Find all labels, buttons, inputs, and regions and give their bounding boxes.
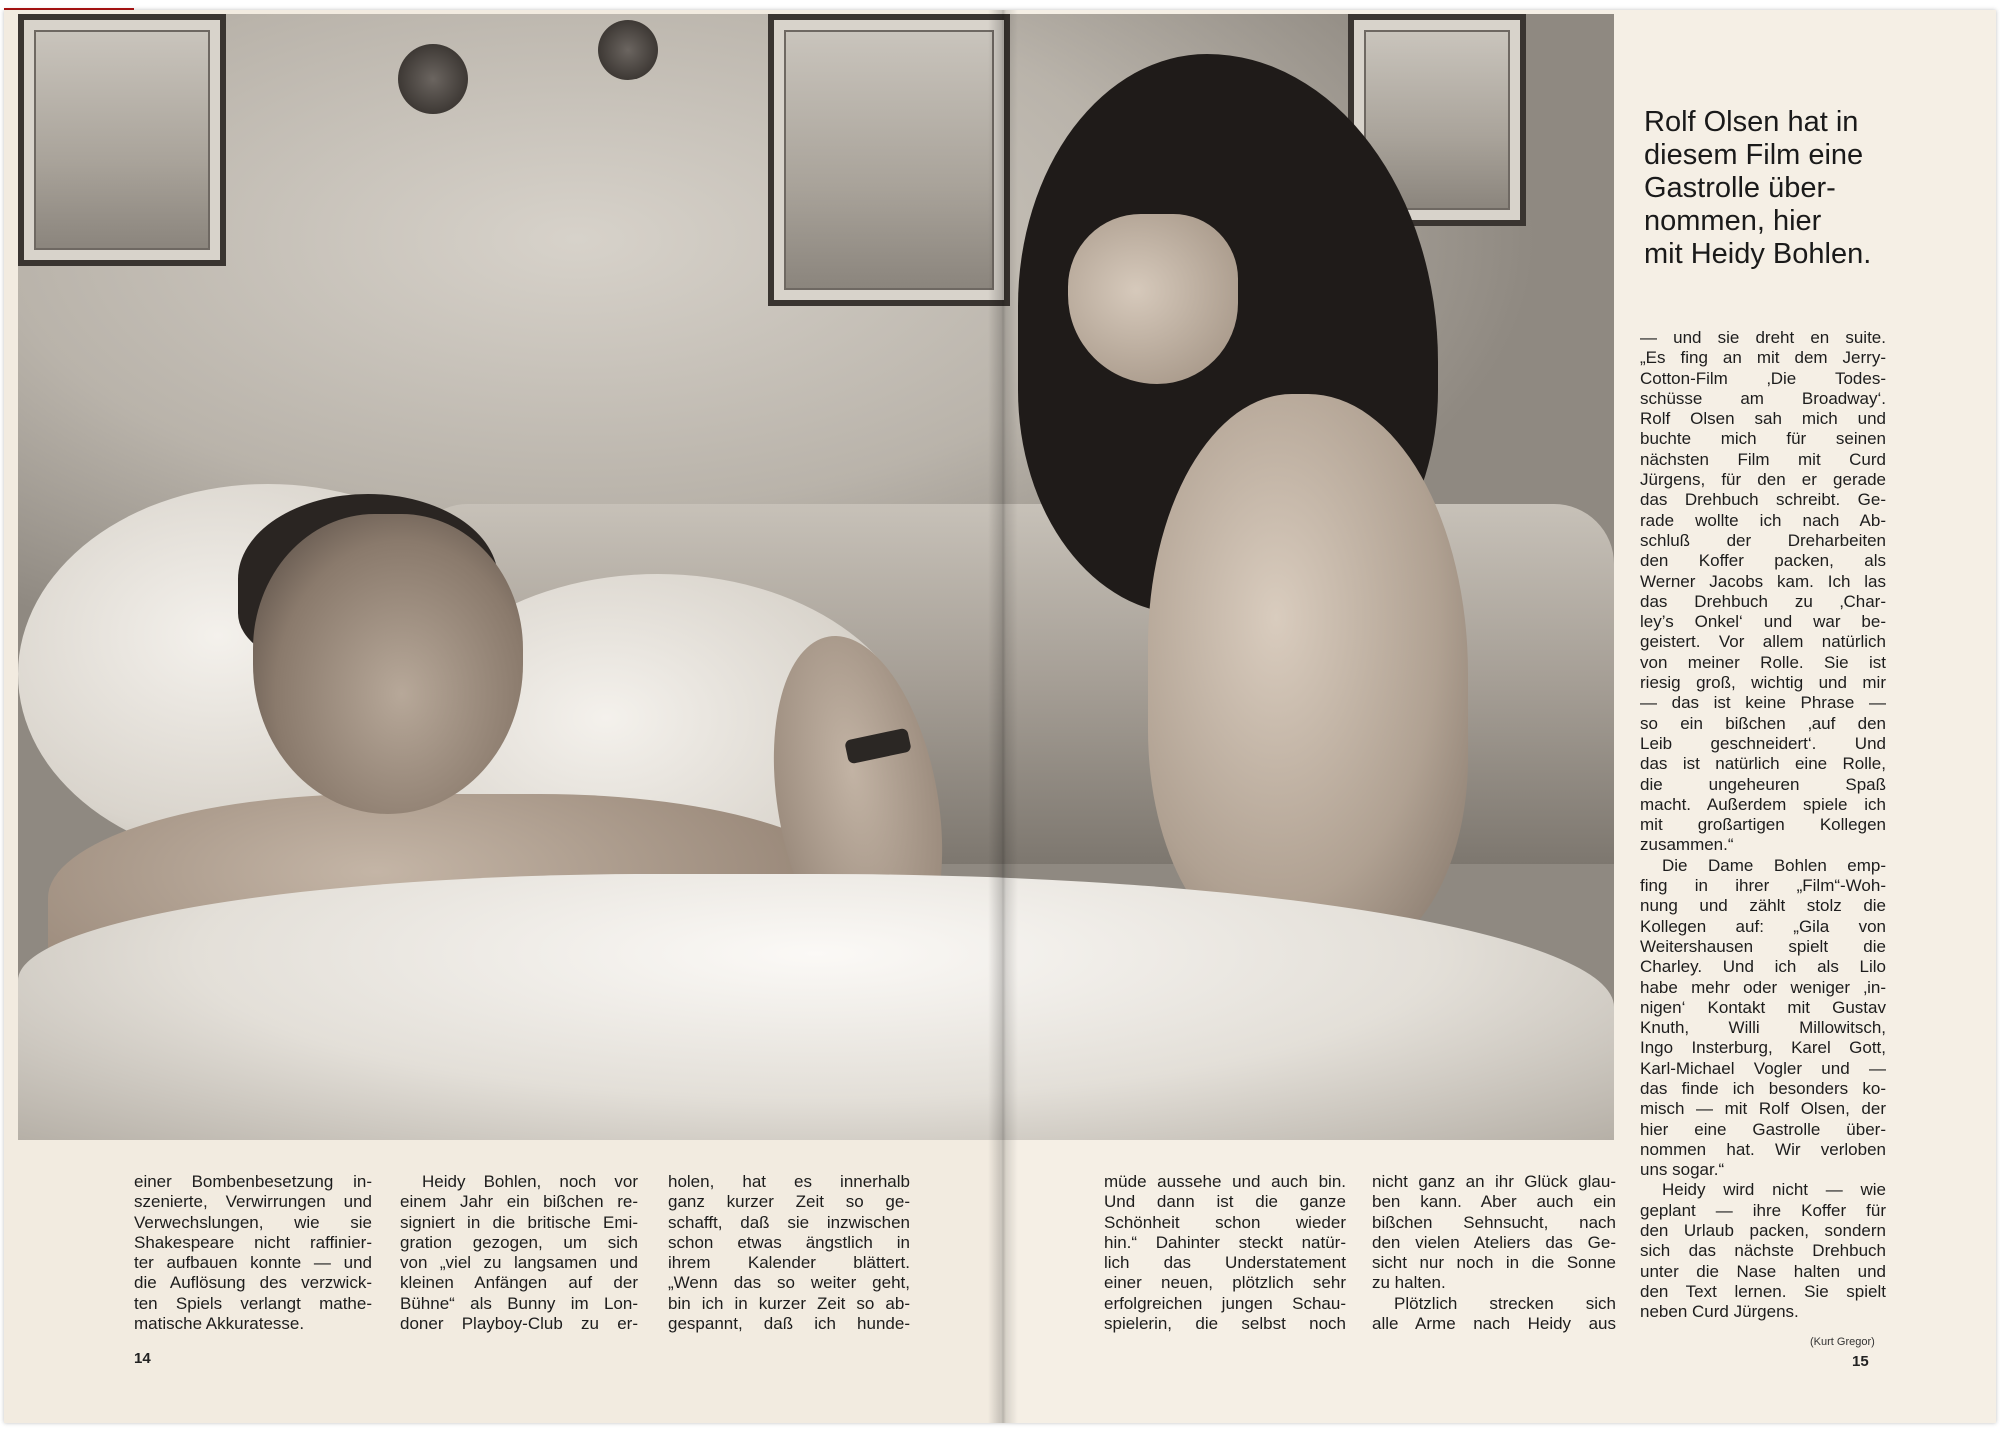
- text-line: nommen hat. Wir verloben: [1640, 1139, 1886, 1159]
- text-line: einer Bombenbesetzung in-: [134, 1172, 372, 1191]
- picture-frame-left: [18, 14, 226, 266]
- man-head: [253, 514, 523, 814]
- text-line: nigen‘ Kontakt mit Gustav: [1640, 997, 1886, 1017]
- text-line: Karl-Michael Vogler und —: [1640, 1058, 1886, 1078]
- text-line: das Drehbuch schreibt. Ge-: [1640, 490, 1886, 510]
- text-line: von „viel zu langsamen und: [400, 1253, 638, 1273]
- text-line: Ingo Insterburg, Karel Gott,: [1640, 1038, 1886, 1058]
- caption-line: nommen, hier: [1644, 205, 1822, 237]
- text-line: kleinen Anfängen auf der: [400, 1273, 638, 1293]
- text-line: gespannt, daß ich hunde-: [668, 1314, 910, 1334]
- text-line: Charley. Und ich als Lilo: [1640, 957, 1886, 977]
- text-line: mit großartigen Kollegen: [1640, 815, 1886, 835]
- right-text-column: [1640, 328, 1886, 1323]
- text-line: Weitershausen spielt die: [1640, 936, 1886, 956]
- text-line: den vielen Ateliers das Ge-: [1372, 1232, 1616, 1252]
- text-line: — das ist keine Phrase —: [1640, 693, 1886, 713]
- text-line: geistert. Vor allem natürlich: [1640, 632, 1886, 652]
- text-line: Werner Jacobs kam. Ich las: [1640, 571, 1886, 591]
- text-line: nung und zählt stolz die: [1640, 896, 1886, 916]
- photo-caption: [1644, 106, 1980, 271]
- text-line: einem Jahr ein bißchen re-: [400, 1192, 638, 1212]
- caption-line: diesem Film eine: [1644, 139, 1864, 171]
- caption-line: Gastrolle über-: [1644, 172, 1836, 204]
- text-line: das Drehbuch zu ‚Char-: [1640, 591, 1886, 611]
- text-line: die Auflösung des verzwick-: [134, 1273, 372, 1293]
- text-line: den Text lernen. Sie spielt: [1640, 1281, 1886, 1301]
- text-line: müde aussehe und auch bin.: [1104, 1172, 1346, 1191]
- text-column-4: [1104, 1172, 1346, 1334]
- wall-ornament: [598, 20, 658, 80]
- text-line: Heidy wird nicht — wie: [1662, 1180, 1886, 1200]
- text-line: Verwechslungen, wie sie: [134, 1212, 372, 1232]
- picture-frame-center: [768, 14, 1010, 306]
- text-line: ihrem Kalender blättert.: [668, 1253, 910, 1273]
- text-line: szenierte, Verwirrungen und: [134, 1192, 372, 1212]
- text-line: Leib geschneidert‘. Und: [1640, 733, 1886, 753]
- text-line: ten Spiels verlangt mathe-: [134, 1293, 372, 1313]
- text-line: schafft, daß sie inzwischen: [668, 1212, 910, 1232]
- wall-ornament: [398, 44, 468, 114]
- text-line: Bühne“ als Bunny im Lon-: [400, 1293, 638, 1313]
- text-line: uns sogar.“: [1640, 1160, 1725, 1180]
- page-number-right: 15: [1852, 1353, 1869, 1370]
- text-line: ben kann. Aber auch ein: [1372, 1192, 1616, 1212]
- text-line: ter aufbauen konnte — und: [134, 1253, 372, 1273]
- text-line: buchte mich für seinen: [1640, 429, 1886, 449]
- text-line: den Urlaub packen, sondern: [1640, 1221, 1886, 1241]
- text-line: sicht nur noch in die Sonne: [1372, 1253, 1616, 1273]
- text-line: von meiner Rolle. Sie ist: [1640, 652, 1886, 672]
- text-line: den Koffer packen, als: [1640, 551, 1886, 571]
- text-line: Plötzlich strecken sich: [1394, 1293, 1616, 1313]
- woman-figure: [1148, 394, 1468, 954]
- text-line: rade wollte ich nach Ab-: [1640, 510, 1886, 530]
- text-line: gration gezogen, um sich: [400, 1232, 638, 1252]
- text-line: nicht ganz an ihr Glück glau-: [1372, 1172, 1616, 1191]
- text-line: einer neuen, plötzlich sehr: [1104, 1273, 1346, 1293]
- text-line: ganz kurzer Zeit so ge-: [668, 1192, 910, 1212]
- text-line: hier eine Gastrolle über-: [1640, 1119, 1886, 1139]
- text-line: doner Playboy-Club zu er-: [400, 1314, 638, 1334]
- text-line: neben Curd Jürgens.: [1640, 1302, 1799, 1322]
- text-column-3: [668, 1172, 910, 1334]
- text-line: Die Dame Bohlen emp-: [1662, 855, 1886, 875]
- text-line: lich das Understatement: [1104, 1253, 1346, 1273]
- text-column-2: [400, 1172, 638, 1334]
- text-line: bin ich in kurzer Zeit so ab-: [668, 1293, 910, 1313]
- text-line: erfolgreichen jungen Schau-: [1104, 1293, 1346, 1313]
- text-line: schüsse am Broadway‘.: [1640, 388, 1886, 408]
- text-line: die ungeheuren Spaß: [1640, 774, 1886, 794]
- text-line: signiert in die britische Emi-: [400, 1212, 638, 1232]
- text-line: macht. Außerdem spiele ich: [1640, 794, 1886, 814]
- text-column-5: [1372, 1172, 1616, 1334]
- text-line: sich das nächste Drehbuch: [1640, 1241, 1886, 1261]
- text-line: spielerin, die selbst noch: [1104, 1314, 1346, 1334]
- text-line: holen, hat es innerhalb: [668, 1172, 910, 1191]
- text-line: Heidy Bohlen, noch vor: [422, 1172, 638, 1191]
- text-line: das finde ich besonders ko-: [1640, 1078, 1886, 1098]
- magazine-spread: [4, 10, 1996, 1423]
- text-line: geplant — ihre Koffer für: [1640, 1200, 1886, 1220]
- bedroom-photo: [18, 14, 1614, 1140]
- text-line: nächsten Film mit Curd: [1640, 449, 1886, 469]
- text-line: fing in ihrer „Film“-Woh-: [1640, 876, 1886, 896]
- text-line: das ist natürlich eine Rolle,: [1640, 754, 1886, 774]
- text-line: hin.“ Dahinter steckt natür-: [1104, 1232, 1346, 1252]
- text-line: matische Akkuratesse.: [134, 1314, 305, 1334]
- text-line: ley’s Onkel‘ und war be-: [1640, 612, 1886, 632]
- text-line: alle Arme nach Heidy aus: [1372, 1314, 1616, 1334]
- text-line: habe mehr oder weniger ‚in-: [1640, 977, 1886, 997]
- spine-shadow: [988, 10, 1018, 1423]
- caption-line: Rolf Olsen hat in: [1644, 106, 1859, 138]
- text-line: Shakespeare nicht raffinier-: [134, 1232, 372, 1252]
- text-line: Schönheit schon wieder: [1104, 1212, 1346, 1232]
- text-line: misch — mit Rolf Olsen, der: [1640, 1099, 1886, 1119]
- text-line: schluß der Dreharbeiten: [1640, 530, 1886, 550]
- photo-credit: (Kurt Gregor): [1810, 1336, 1875, 1348]
- page-number-left: 14: [134, 1350, 151, 1367]
- text-line: zu halten.: [1372, 1273, 1446, 1293]
- caption-line: mit Heidy Bohlen.: [1644, 238, 1872, 270]
- text-column-1: [134, 1172, 372, 1334]
- text-line: unter die Nase halten und: [1640, 1261, 1886, 1281]
- text-line: — und sie dreht en suite.: [1640, 328, 1886, 347]
- text-line: zusammen.“: [1640, 835, 1734, 855]
- text-line: so ein bißchen ‚auf den: [1640, 713, 1886, 733]
- text-line: Kollegen auf: „Gila von: [1640, 916, 1886, 936]
- text-line: „Wenn das so weiter geht,: [668, 1273, 910, 1293]
- text-line: „Es fing an mit dem Jerry-: [1640, 348, 1886, 368]
- text-line: Rolf Olsen sah mich und: [1640, 409, 1886, 429]
- text-line: Jürgens, für den er gerade: [1640, 470, 1886, 490]
- text-line: Und dann ist die ganze: [1104, 1192, 1346, 1212]
- text-line: schon etwas ängstlich in: [668, 1232, 910, 1252]
- text-line: bißchen Sehnsucht, nach: [1372, 1212, 1616, 1232]
- text-line: riesig groß, wichtig und mir: [1640, 673, 1886, 693]
- bed-sheet: [18, 874, 1614, 1140]
- text-line: Cotton-Film ‚Die Todes-: [1640, 368, 1886, 388]
- text-line: Knuth, Willi Millowitsch,: [1640, 1018, 1886, 1038]
